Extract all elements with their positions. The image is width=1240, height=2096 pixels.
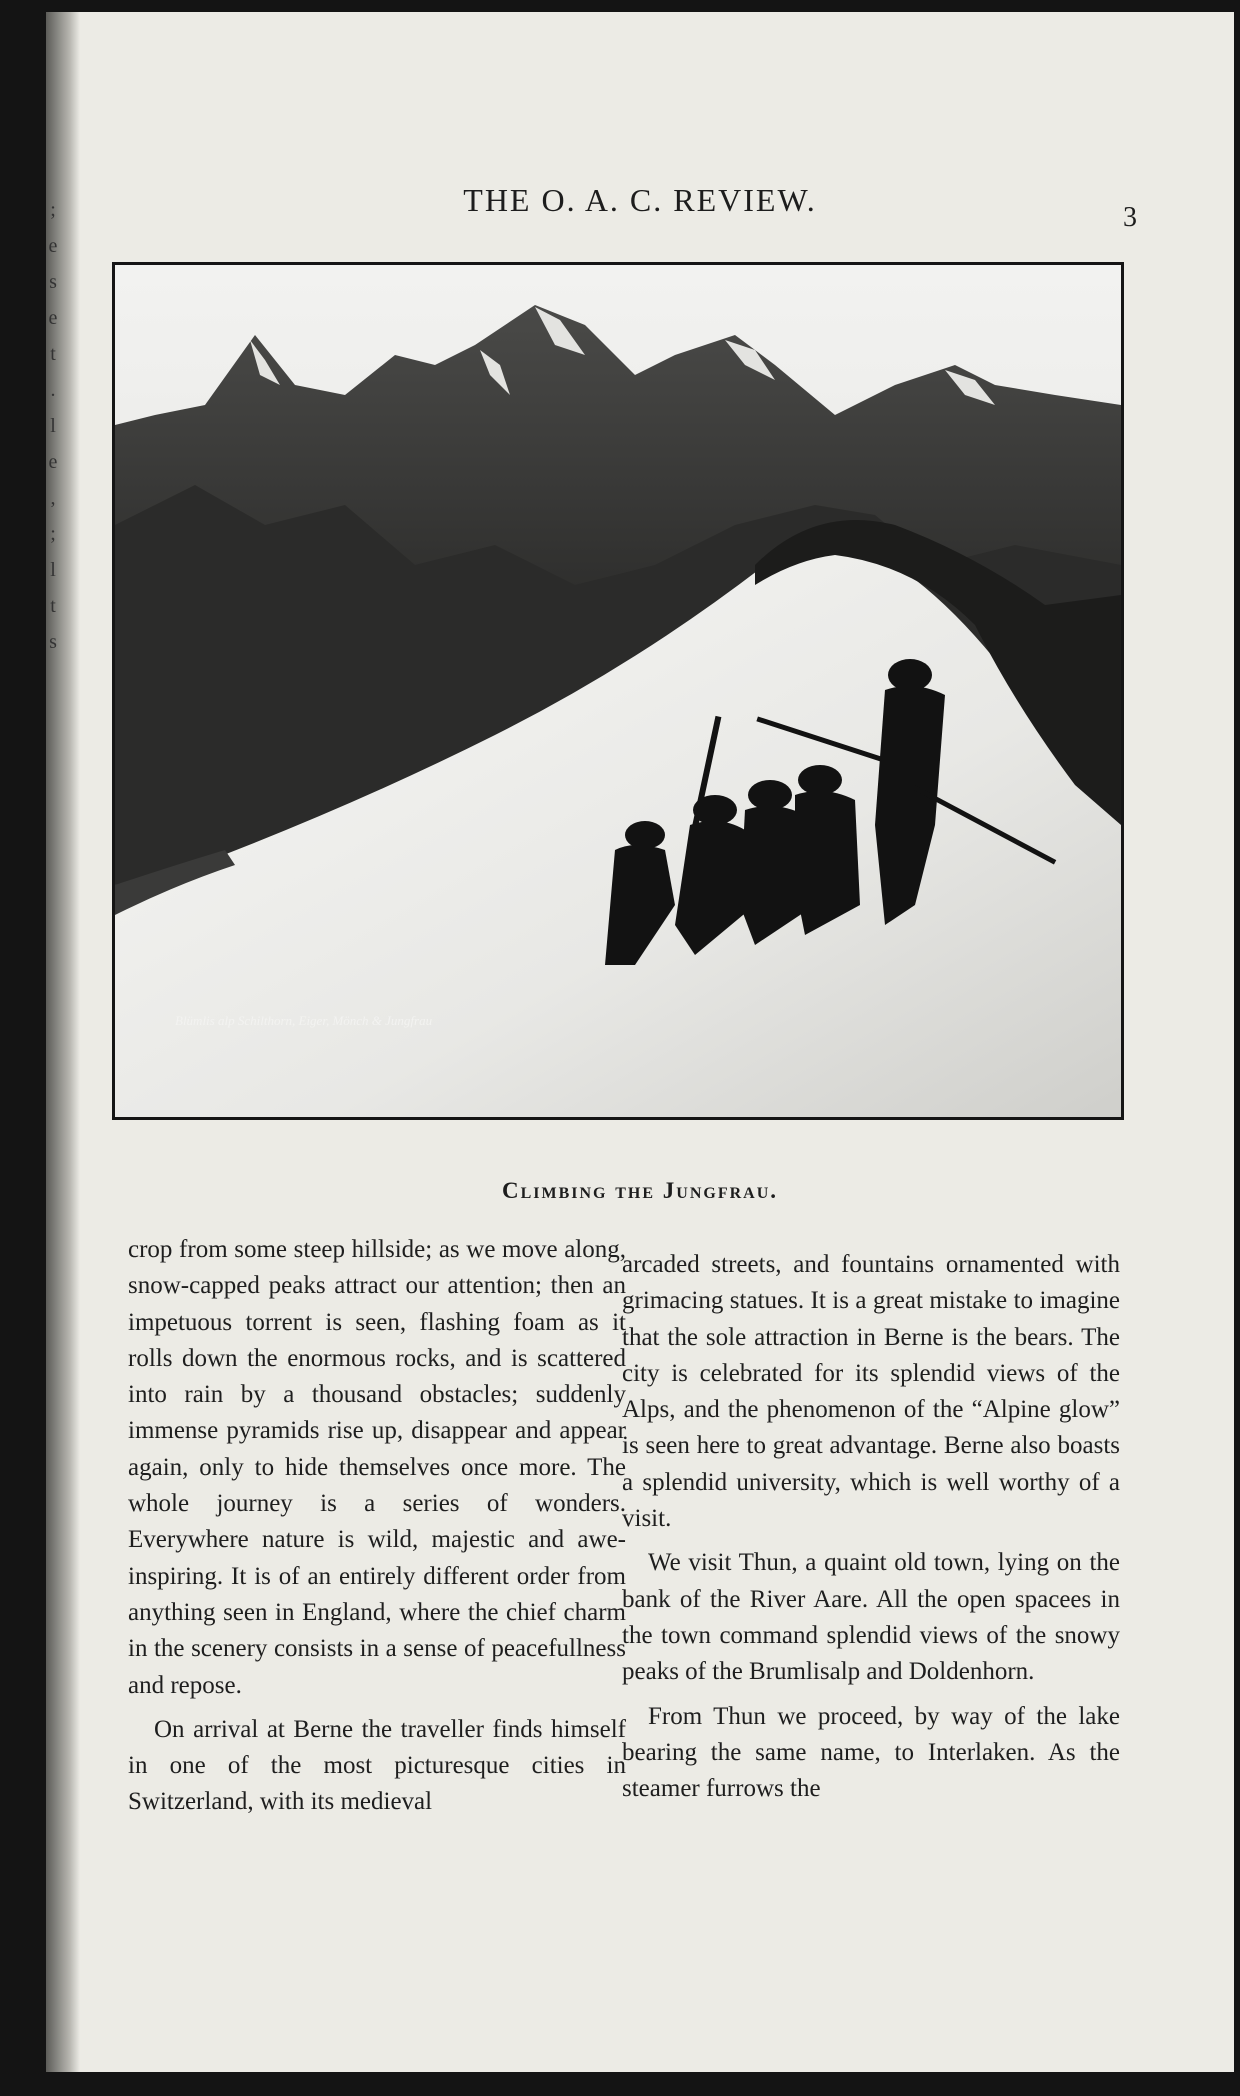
gutter-char: e [48, 451, 58, 473]
paragraph: We visit Thun, a quaint old town, lying on the bank of the River Aare. All the open spacees in the town command splendid views of the snowy peaks of the Brumlisalp and Doldenhorn. [622, 1549, 1120, 1686]
gutter-char: ; [50, 199, 56, 221]
mountain-photo [115, 265, 1121, 1117]
gutter-char: t [50, 343, 56, 365]
gutter-bleed-text [46, 192, 60, 660]
page-number: 3 [1123, 202, 1137, 233]
gutter-char: e [48, 307, 58, 329]
book-page [46, 12, 1234, 2072]
running-head: THE O. A. C. REVIEW. [463, 182, 817, 218]
gutter-char: l [50, 559, 56, 581]
right-column [622, 1247, 1120, 1815]
photo-imprint: Blümlis alp Schilthorn, Eiger, Mönch & Jungfrau [175, 1013, 433, 1028]
paragraph: On arrival at Berne the traveller finds himself in one of the most picturesque cities in Switzerland, with its medieval [128, 1715, 626, 1816]
paragraph: arcaded streets, and fountains ornamented with grimacing statues. It is a great mistake to imagine that the sole attraction in Berne is the bears. The city is celebrated for its splendid views of the Alps, and the phenomenon of the “Alpine glow” is seen here to great advantage. Berne also boasts a splendid university, which is well worthy of a visit. [622, 1251, 1120, 1533]
gutter-char: s [49, 271, 57, 293]
figure-caption: Climbing the Jungfrau. [501, 1178, 779, 1203]
left-column [128, 1232, 626, 1829]
gutter-char: , [50, 487, 56, 509]
paragraph: From Thun we proceed, by way of the lake bearing the same name, to Interlaken. As the steamer furrows the [622, 1702, 1120, 1803]
gutter-char: t [50, 595, 56, 617]
paragraph: crop from some steep hillside; as we move along, snow-capped peaks attract our attention; then an impetuous torrent is seen, flashing foam as it rolls down the enormous rocks, and is scattered into rain by a thousand obstacles; suddenly immense pyramids rise up, disappear and appear again, only to hide themselves once more. The whole journey is a series of wonders. Everywhere nature is wild, majestic and awe-inspiring. It is of an entirely different order from anything seen in England, where the chief charm in the scenery consists in a sense of peacefullness and repose. [128, 1236, 626, 1699]
photograph-climbing-jungfrau [112, 262, 1124, 1120]
gutter-char: e [48, 235, 58, 257]
gutter-char: ; [50, 523, 56, 545]
gutter-char: s [49, 631, 57, 653]
gutter-char: . [50, 379, 56, 401]
gutter-char: l [50, 415, 56, 437]
